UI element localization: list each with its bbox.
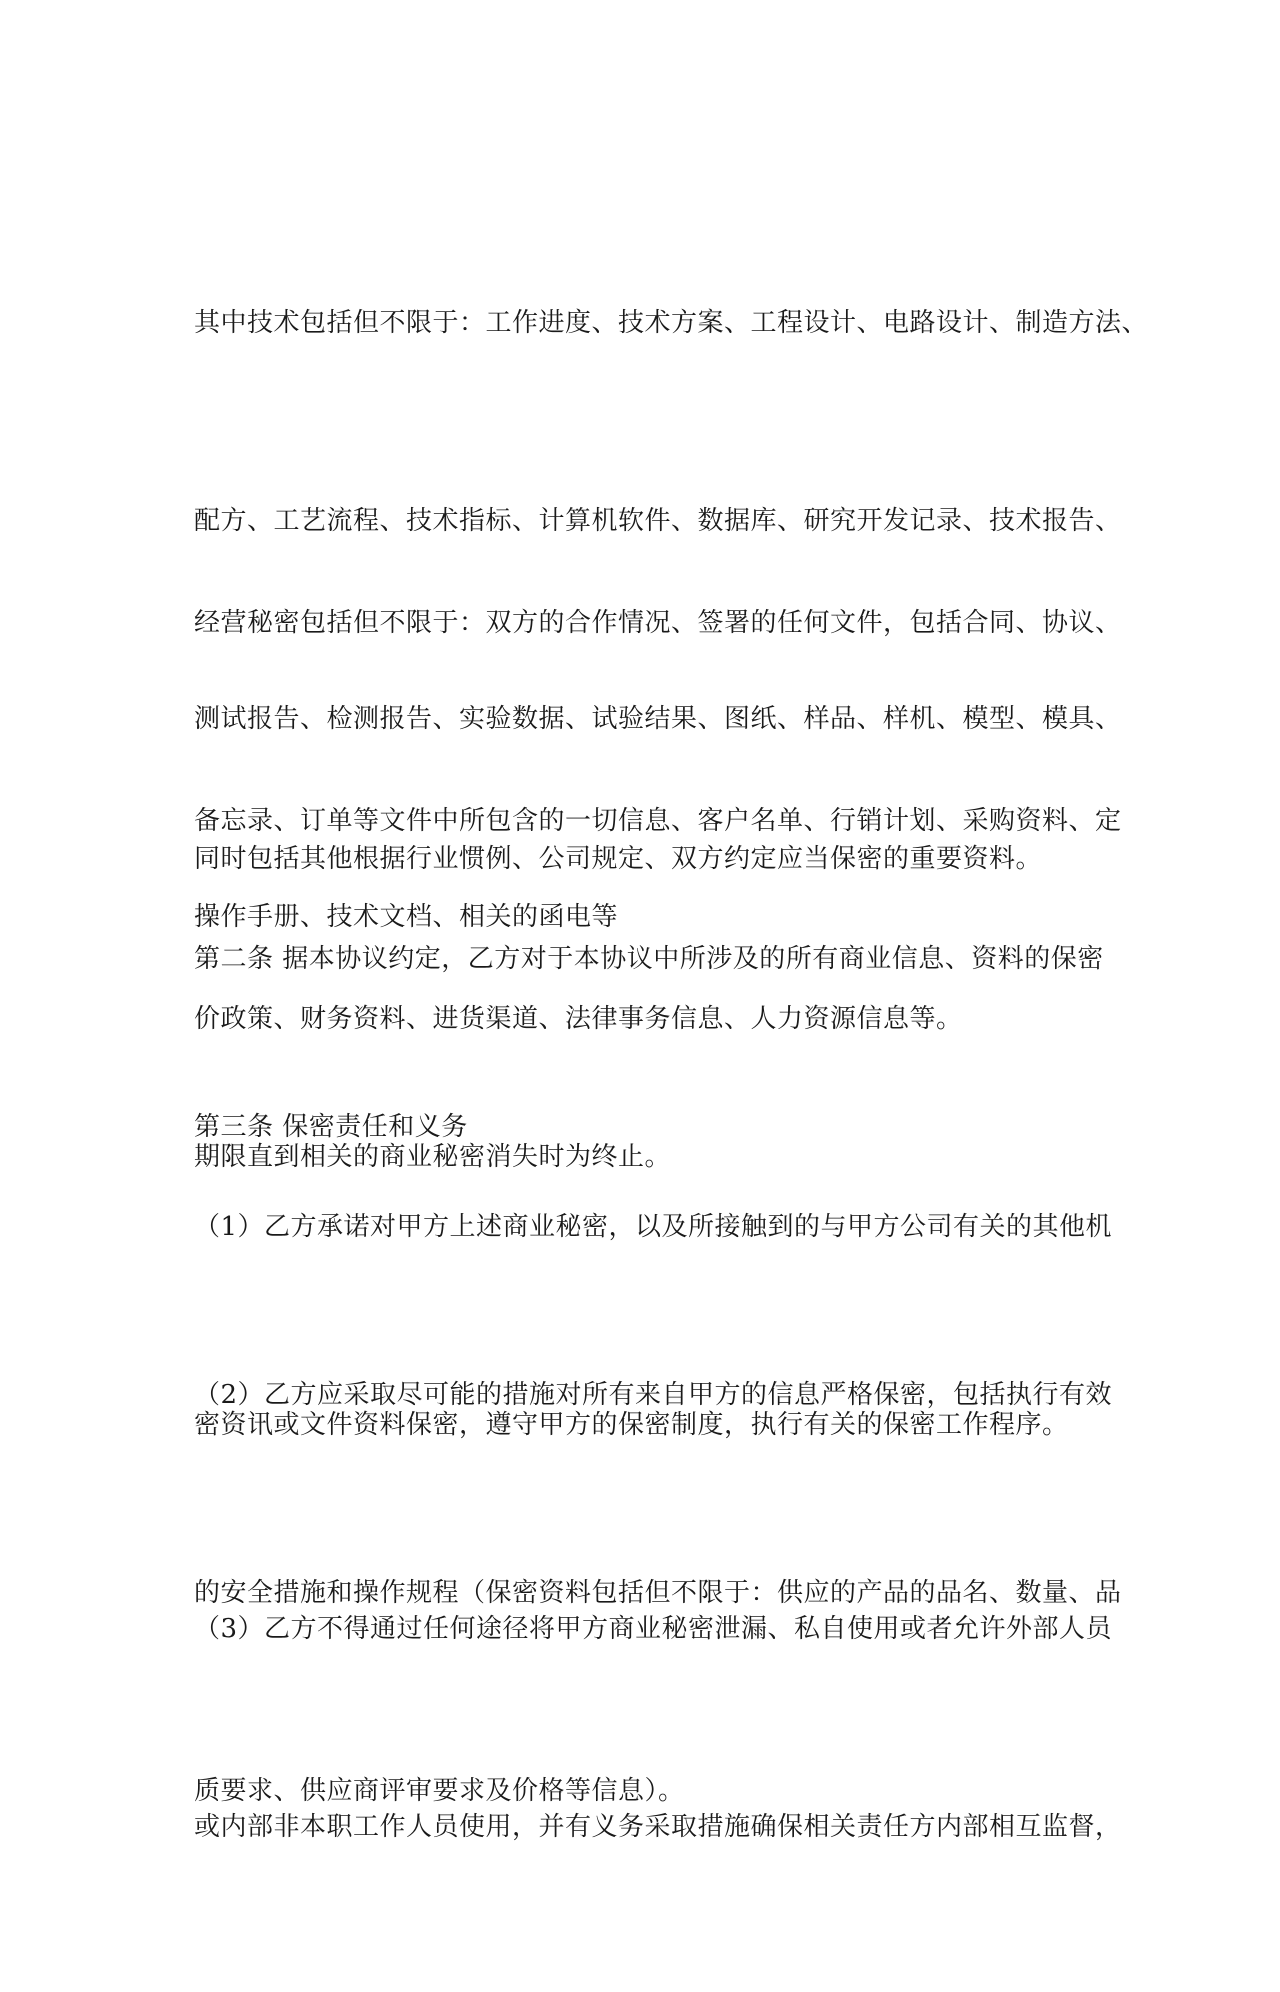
text-line: （2）乙方应采取尽可能的措施对所有来自甲方的信息严格保密，包括执行有效 <box>194 1380 1113 1410</box>
text-line: 或内部非本职工作人员使用，并有义务采取措施确保相关责任方内部相互监督， <box>194 1812 1122 1842</box>
text-line: 操作手册、技术文档、相关的函电等 <box>194 902 619 932</box>
text-line: 密资讯或文件资料保密，遵守甲方的保密制度，执行有关的保密工作程序。 <box>194 1410 1069 1440</box>
text-line: 经营秘密包括但不限于：双方的合作情况、签署的任何文件，包括合同、协议、 <box>194 608 1122 638</box>
text-line: 同时包括其他根据行业惯例、公司规定、双方约定应当保密的重要资料。 <box>194 844 1043 874</box>
text-line: 的安全措施和操作规程（保密资料包括但不限于：供应的产品的品名、数量、品 <box>194 1578 1122 1608</box>
text-line: 备忘录、订单等文件中所包含的一切信息、客户名单、行销计划、采购资料、定 <box>194 806 1122 836</box>
text-line: 测试报告、检测报告、实验数据、试验结果、图纸、样品、样机、模型、模具、 <box>194 704 1122 734</box>
text-line: 价政策、财务资料、进货渠道、法律事务信息、人力资源信息等。 <box>194 1004 963 1034</box>
text-line: 期限直到相关的商业秘密消失时为终止。 <box>194 1142 672 1172</box>
text-line: 质要求、供应商评审要求及价格等信息）。 <box>194 1776 685 1806</box>
text-line: 其中技术包括但不限于：工作进度、技术方案、工程设计、电路设计、制造方法、 <box>194 308 1149 338</box>
text-line: 第二条 据本协议约定，乙方对于本协议中所涉及的所有商业信息、资料的保密 <box>194 944 1104 974</box>
text-line: （1）乙方承诺对甲方上述商业秘密，以及所接触到的与甲方公司有关的其他机 <box>194 1212 1113 1242</box>
text-line: 第三条 保密责任和义务 <box>194 1112 468 1142</box>
text-line: 配方、工艺流程、技术指标、计算机软件、数据库、研究开发记录、技术报告、 <box>194 506 1122 536</box>
paragraph-article-3-item-3 <box>194 1464 1122 1992</box>
text-line: （3）乙方不得通过任何途径将甲方商业秘密泄漏、私自使用或者允许外部人员 <box>194 1614 1113 1644</box>
